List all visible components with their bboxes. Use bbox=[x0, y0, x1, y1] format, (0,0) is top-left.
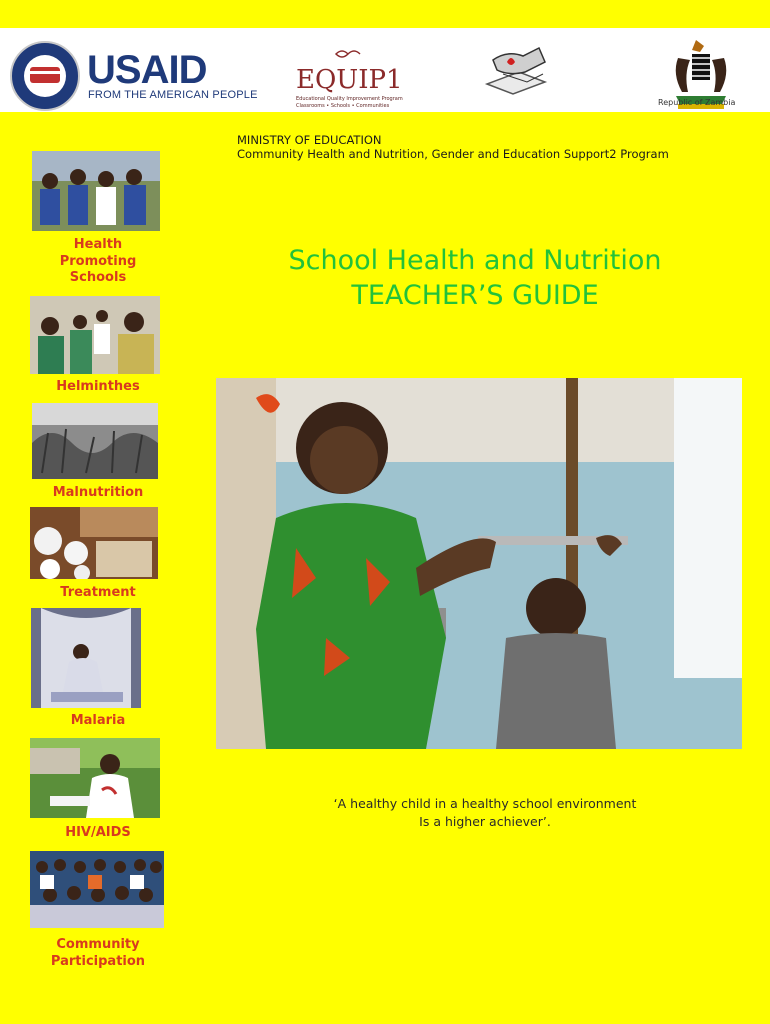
label-community-participation bbox=[28, 937, 168, 970]
seal-hands-icon bbox=[30, 67, 60, 83]
label-hiv-aids: HIV/AIDS bbox=[65, 825, 131, 840]
photo-bed-net bbox=[31, 608, 141, 708]
photo-medicine bbox=[30, 507, 158, 579]
equip-wordmark: EQUIP1 bbox=[296, 65, 403, 95]
usaid-logo: USAID bbox=[87, 48, 207, 92]
logo-bar bbox=[0, 28, 770, 112]
photo-hiv-aids bbox=[30, 738, 160, 818]
motto-line-1: ‘A healthy child in a healthy school environment bbox=[333, 796, 637, 811]
photo-classroom bbox=[30, 296, 160, 374]
program-name: Community Health and Nutrition, Gender and Education Support2 Program bbox=[237, 147, 669, 161]
equip-logo bbox=[296, 48, 416, 118]
photo-community bbox=[30, 851, 164, 928]
label-helminthes: Helminthes bbox=[56, 379, 140, 394]
top-band bbox=[0, 0, 770, 28]
label-text: Health Promoting Schools bbox=[59, 237, 137, 285]
ministry-heading: MINISTRY OF EDUCATION bbox=[237, 133, 382, 147]
equip-tagline: Educational Quality Improvement Program Classrooms • Schools • Communities bbox=[296, 96, 403, 109]
title-line-2: TEACHER’S GUIDE bbox=[351, 280, 599, 311]
label-treatment: Treatment bbox=[60, 585, 136, 600]
photo-crops bbox=[32, 403, 158, 479]
usaid-tagline: FROM THE AMERICAN PEOPLE bbox=[88, 89, 258, 101]
equip-mark-icon bbox=[296, 48, 416, 98]
label-health-promoting-schools bbox=[28, 237, 168, 287]
label-text: Community Participation bbox=[50, 937, 146, 969]
hero-photo-height-measurement bbox=[216, 378, 742, 749]
motto-line-2: Is a higher achiever’. bbox=[419, 814, 551, 829]
label-malnutrition: Malnutrition bbox=[52, 485, 144, 500]
changes2-logo-icon bbox=[483, 44, 555, 102]
zambia-caption: Republic of Zambia bbox=[658, 98, 736, 107]
usaid-seal-icon bbox=[10, 41, 80, 111]
label-malaria: Malaria bbox=[70, 713, 126, 728]
title-line-1: School Health and Nutrition bbox=[288, 245, 662, 276]
photo-schoolchildren bbox=[32, 151, 160, 231]
seal-stripe bbox=[30, 71, 60, 74]
